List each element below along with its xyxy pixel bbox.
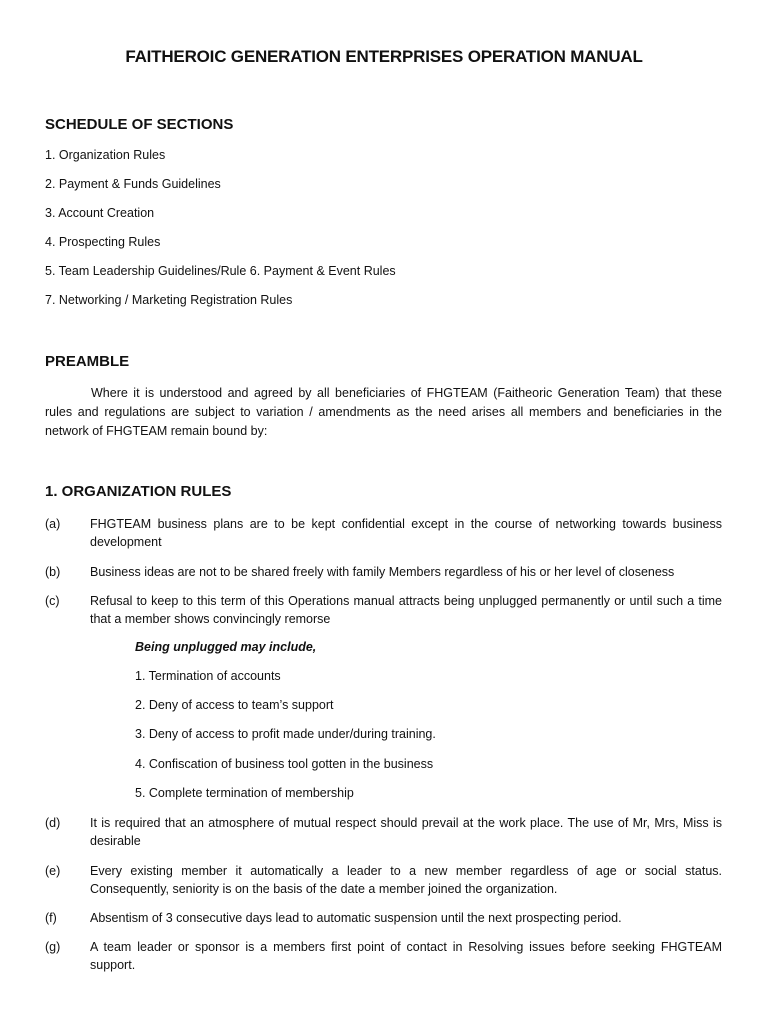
rule-text: Refusal to keep to this term of this Operations manual attracts being unplugged permanently or until such a time that a member shows convincingly remorse <box>90 594 722 626</box>
schedule-item: 5. Team Leadership Guidelines/Rule 6. Payment & Event Rules <box>45 264 396 278</box>
unplugged-heading: Being unplugged may include, <box>135 640 317 654</box>
rule-item <box>45 563 722 581</box>
rule-item <box>45 515 722 551</box>
unplugged-item: 3. Deny of access to profit made under/during training. <box>135 727 436 741</box>
unplugged-item: 1. Termination of accounts <box>135 669 281 683</box>
schedule-item: 1. Organization Rules <box>45 148 166 162</box>
rule-item <box>45 592 722 628</box>
rule-item <box>45 862 722 898</box>
document-title: FAITHEROIC GENERATION ENTERPRISES OPERATION MANUAL <box>125 47 643 66</box>
rule-text: It is required that an atmosphere of mutual respect should prevail at the work place. The use of Mr, Mrs, Miss is desirable <box>90 816 722 848</box>
rule-item <box>45 814 722 850</box>
rule-label: (a) <box>45 517 61 531</box>
rule-label: (e) <box>45 864 61 878</box>
preamble-paragraph <box>45 384 722 441</box>
rule-label: (c) <box>45 594 60 608</box>
rule-label: (b) <box>45 565 61 579</box>
schedule-heading: SCHEDULE OF SECTIONS <box>45 116 234 133</box>
rule-text: Absentism of 3 consecutive days lead to automatic suspension until the next prospecting period. <box>90 911 622 925</box>
schedule-item: 3. Account Creation <box>45 206 155 220</box>
preamble-text: Where it is understood and agreed by all beneficiaries of FHGTEAM (Faitheoric Generation Team) that these rules and regulations are subject to variation / amendments as the need arises all members and beneficiaries in the network of FHGTEAM remain bound by: <box>45 386 722 438</box>
rule-label: (g) <box>45 940 61 954</box>
rule-item <box>45 909 722 927</box>
rule-text: A team leader or sponsor is a members first point of contact in Resolving issues before seeking FHGTEAM support. <box>90 940 722 972</box>
rule-text: FHGTEAM business plans are to be kept confidential except in the course of networking towards business development <box>90 517 722 549</box>
organization-rules-heading: 1. ORGANIZATION RULES <box>45 483 232 500</box>
rule-text: Every existing member it automatically a leader to a new member regardless of age or social status. Consequently, seniority is on the basis of the date a member joined the organization. <box>90 864 722 896</box>
rule-label: (f) <box>45 911 57 925</box>
preamble-heading: PREAMBLE <box>45 353 130 370</box>
unplugged-item: 2. Deny of access to team’s support <box>135 698 334 712</box>
unplugged-item: 4. Confiscation of business tool gotten in the business <box>135 757 434 771</box>
rule-item <box>45 938 722 974</box>
rule-text: Business ideas are not to be shared freely with family Members regardless of his or her level of closeness <box>90 565 675 579</box>
rule-label: (d) <box>45 816 61 830</box>
schedule-item: 2. Payment & Funds Guidelines <box>45 177 221 191</box>
schedule-item: 7. Networking / Marketing Registration Rules <box>45 293 293 307</box>
unplugged-item: 5. Complete termination of membership <box>135 786 354 800</box>
schedule-item: 4. Prospecting Rules <box>45 235 161 249</box>
